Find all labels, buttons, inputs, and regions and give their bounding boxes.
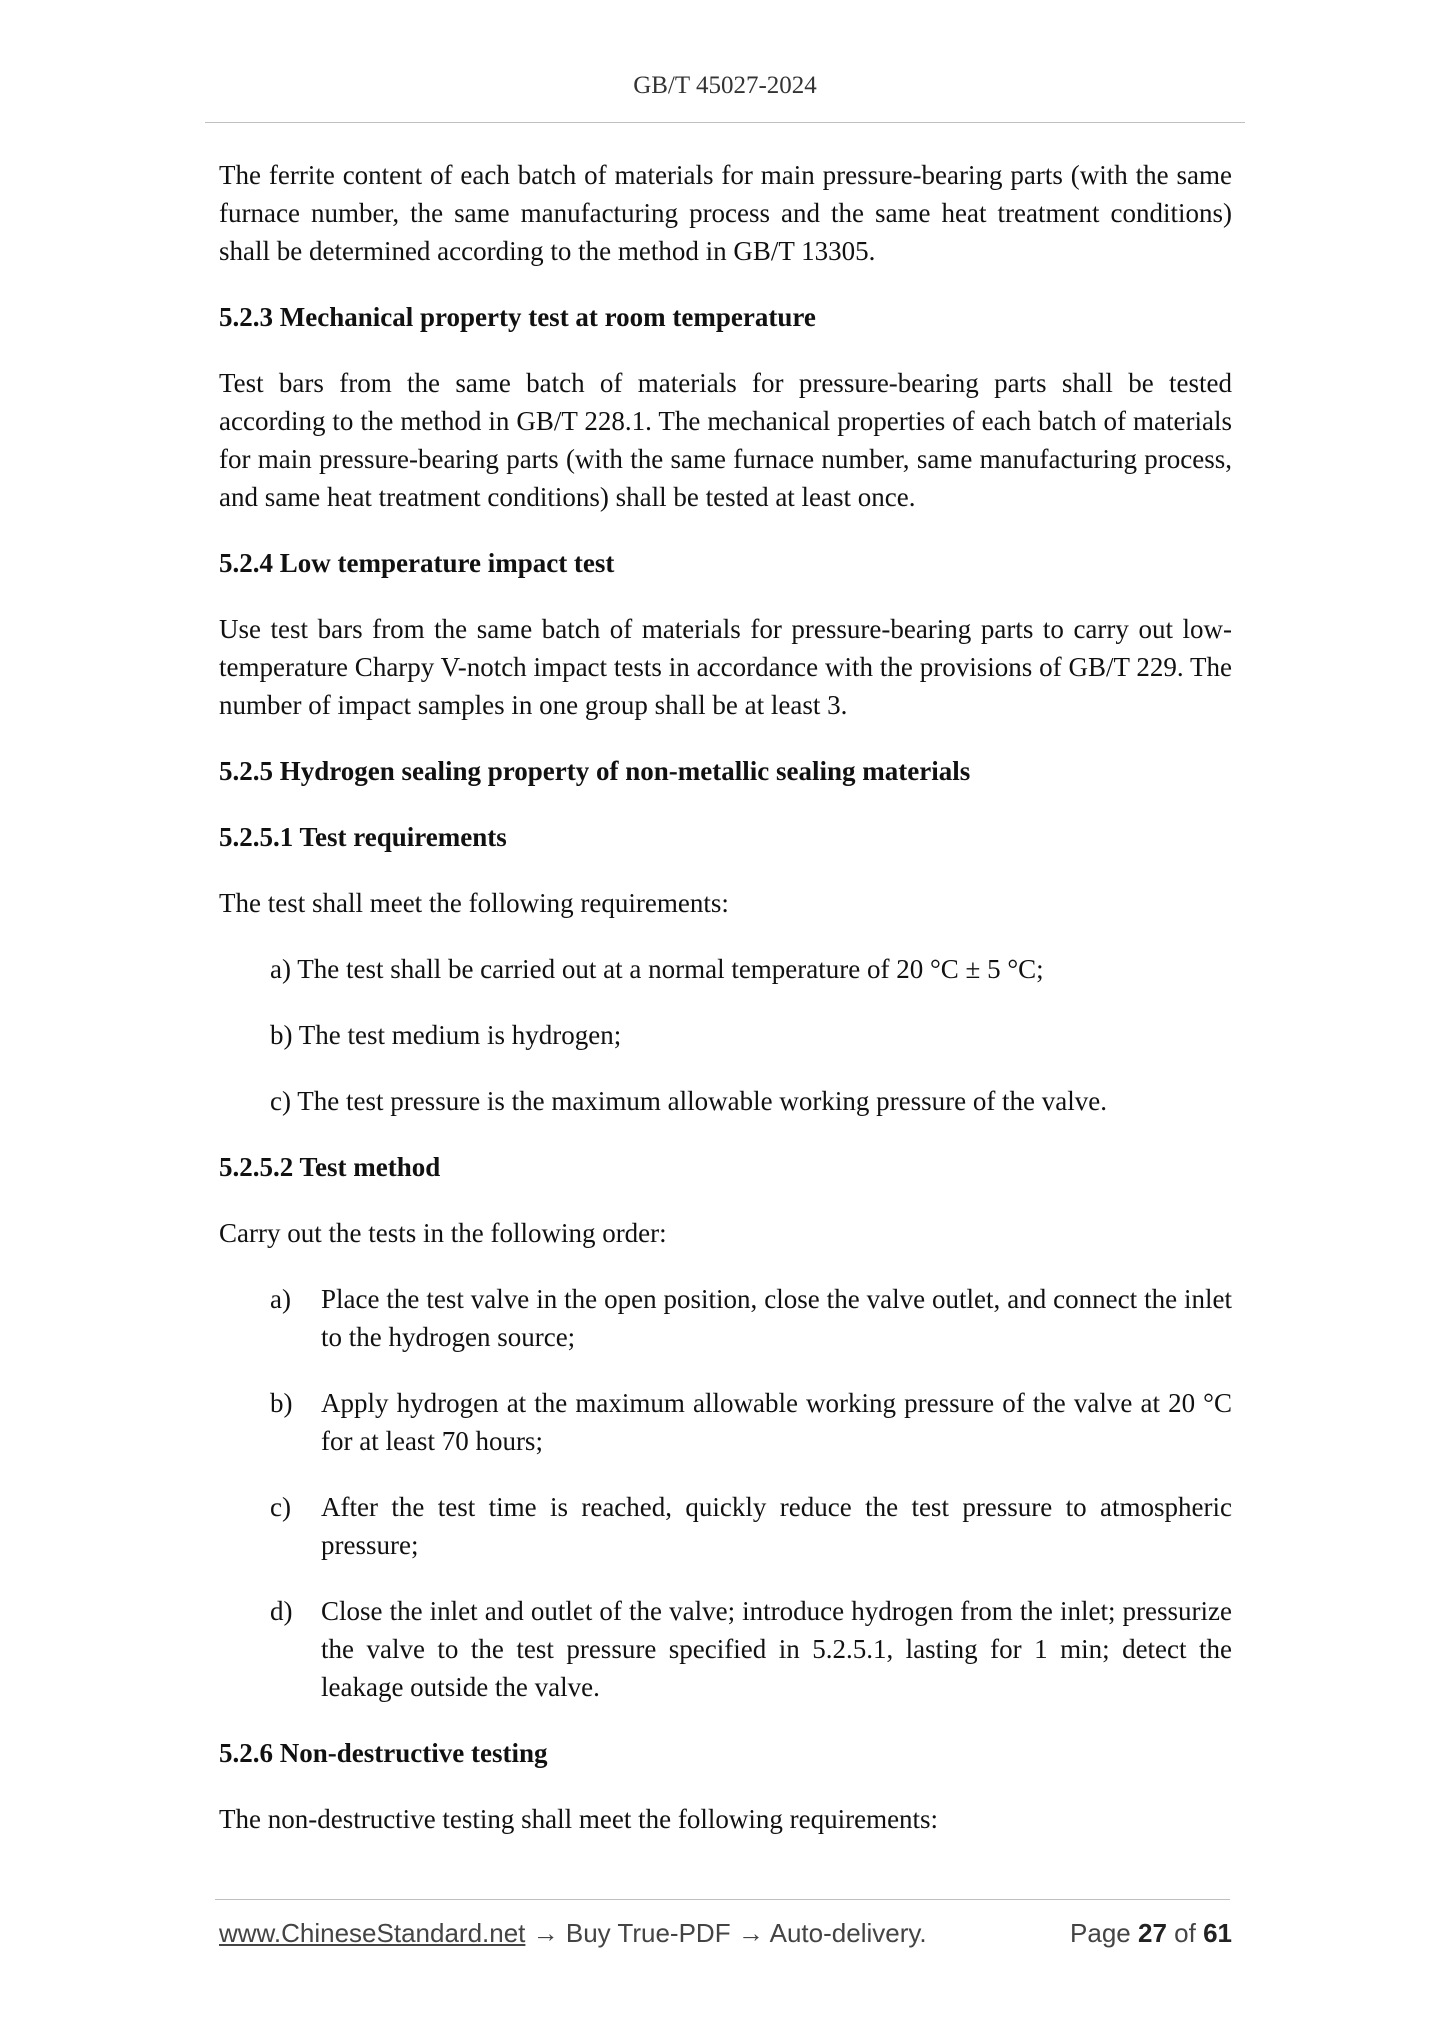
arrow-icon: → xyxy=(737,1918,764,1948)
method-step-d xyxy=(270,1592,1232,1706)
section-5-2-6-heading: 5.2.6 Non-destructive testing xyxy=(219,1738,548,1768)
section-5-2-5-2-intro: Carry out the tests in the following order: xyxy=(219,1218,667,1248)
document-body xyxy=(219,156,1232,1866)
of-label: of xyxy=(1174,1918,1196,1948)
list-text: Place the test valve in the open position, close the valve outlet, and connect the inlet to the hydrogen source; xyxy=(321,1284,1232,1352)
method-step-b xyxy=(270,1384,1232,1460)
page-number xyxy=(1070,1918,1232,1949)
site-link[interactable]: www.ChineseStandard.net xyxy=(219,1918,526,1948)
footer-promo xyxy=(219,1918,927,1949)
total-pages: 61 xyxy=(1203,1918,1232,1948)
footer-divider xyxy=(215,1899,1230,1900)
page-header: GB/T 45027-2024 xyxy=(633,72,817,99)
list-text: After the test time is reached, quickly reduce the test pressure to atmospheric pressure; xyxy=(321,1492,1232,1560)
header-divider xyxy=(205,122,1245,123)
list-marker: d) xyxy=(270,1596,293,1626)
page-label: Page xyxy=(1070,1918,1131,1948)
method-step-a xyxy=(270,1280,1232,1356)
requirement-item-c: c) The test pressure is the maximum allowable working pressure of the valve. xyxy=(270,1086,1108,1116)
section-5-2-5-2-heading: 5.2.5.2 Test method xyxy=(219,1152,441,1182)
section-5-2-5-heading: 5.2.5 Hydrogen sealing property of non-metallic sealing materials xyxy=(219,756,971,786)
method-step-c xyxy=(270,1488,1232,1564)
delivery-text: Auto-delivery. xyxy=(769,1918,927,1948)
list-marker: b) xyxy=(270,1388,293,1418)
list-marker: a) xyxy=(270,1284,291,1314)
list-marker: c) xyxy=(270,1492,291,1522)
requirement-item-a: a) The test shall be carried out at a normal temperature of 20 °C ± 5 °C; xyxy=(270,954,1044,984)
list-text: Apply hydrogen at the maximum allowable working pressure of the valve at 20 °C for at least 70 hours; xyxy=(321,1388,1232,1456)
intro-paragraph: The ferrite content of each batch of materials for main pressure-bearing parts (with the same furnace number, the same manufacturing process and the same heat treatment conditions) shall be determined according to the method in GB/T 13305. xyxy=(219,160,1232,266)
current-page: 27 xyxy=(1138,1918,1167,1948)
section-5-2-5-1-intro: The test shall meet the following requirements: xyxy=(219,888,729,918)
section-5-2-5-1-heading: 5.2.5.1 Test requirements xyxy=(219,822,507,852)
buy-text: Buy True-PDF xyxy=(565,1918,731,1948)
section-5-2-4-text: Use test bars from the same batch of materials for pressure-bearing parts to carry out low-temperature Charpy V-notch impact tests in accordance with the provisions of GB/T 229. The number of impact samples in one group shall be at least 3. xyxy=(219,614,1232,720)
requirement-item-b: b) The test medium is hydrogen; xyxy=(270,1020,622,1050)
arrow-icon: → xyxy=(532,1918,559,1948)
section-5-2-3-heading: 5.2.3 Mechanical property test at room temperature xyxy=(219,302,816,332)
section-5-2-4-heading: 5.2.4 Low temperature impact test xyxy=(219,548,615,578)
section-5-2-3-text: Test bars from the same batch of materials for pressure-bearing parts shall be tested according to the method in GB/T 228.1. The mechanical properties of each batch of materials for main pressure-bearing parts (with the same furnace number, same manufacturing process, and same heat treatment conditions) shall be tested at least once. xyxy=(219,368,1232,512)
section-5-2-6-text: The non-destructive testing shall meet the following requirements: xyxy=(219,1804,939,1834)
list-text: Close the inlet and outlet of the valve; introduce hydrogen from the inlet; pressurize the valve to the test pressure specified in 5.2.5.1, lasting for 1 min; detect the leakage outside the valve. xyxy=(321,1596,1232,1702)
